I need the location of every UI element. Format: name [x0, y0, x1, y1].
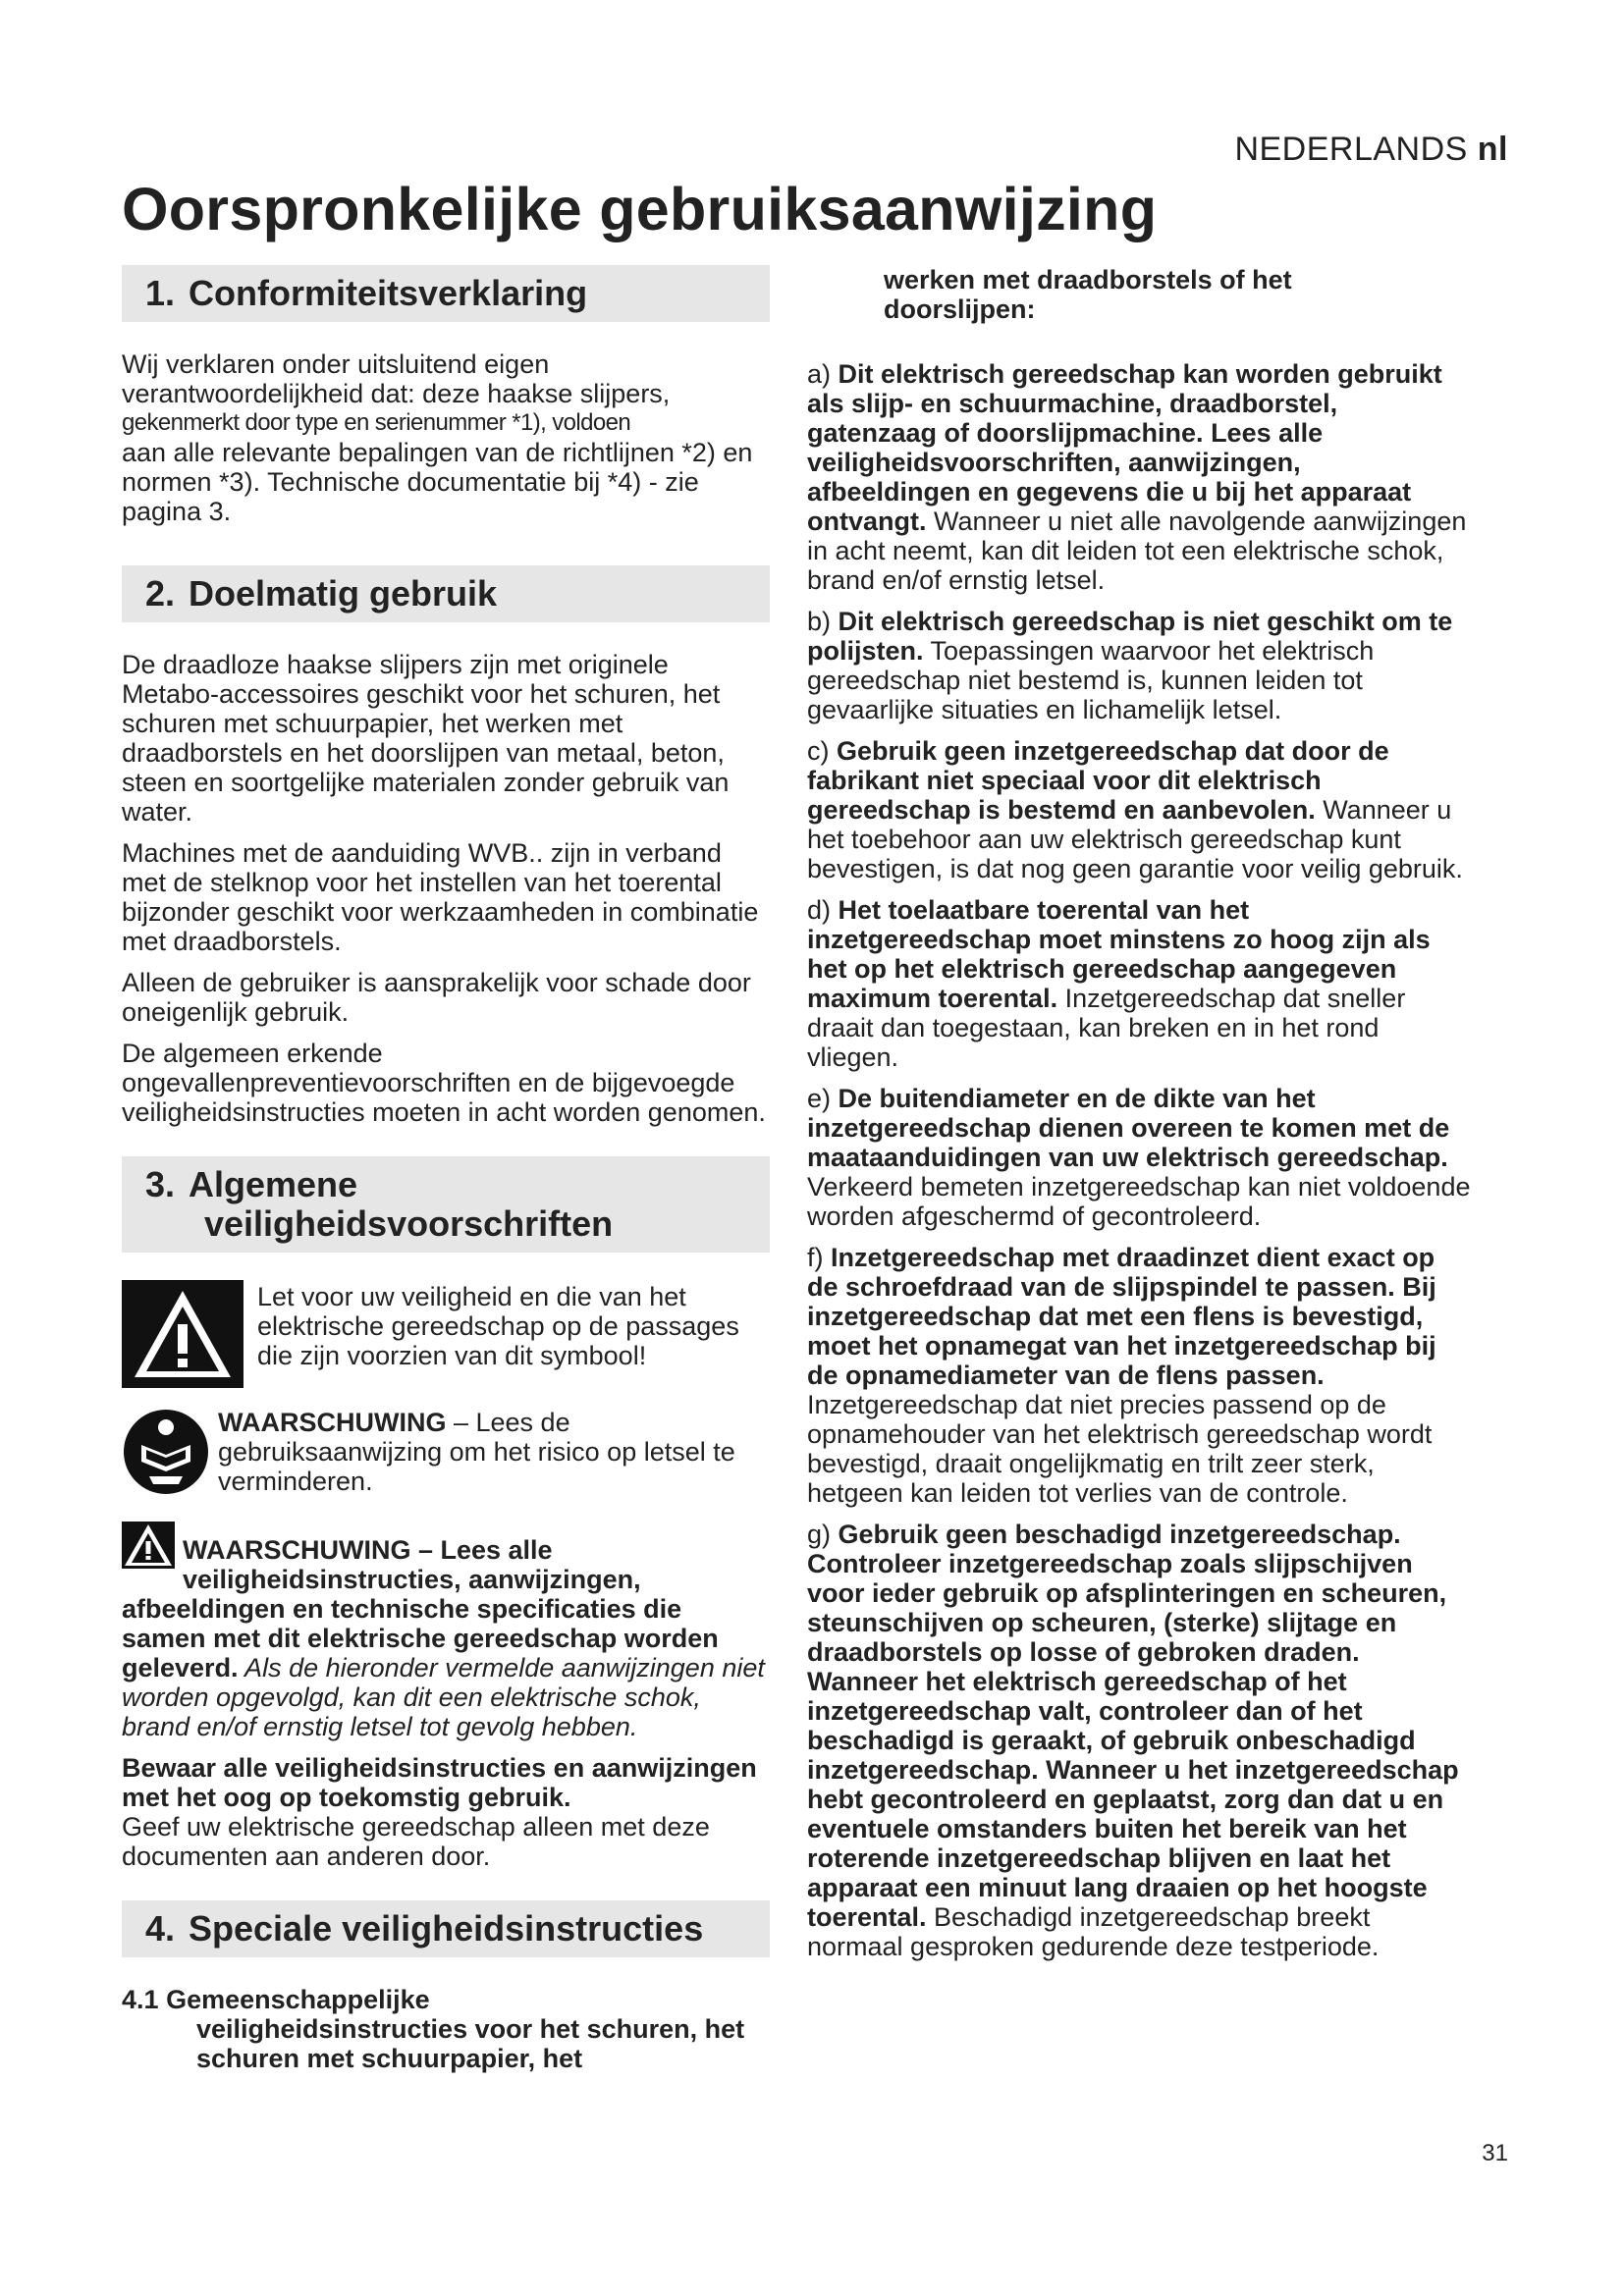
section-2-title: Doelmatig gebruik [189, 573, 498, 614]
small-warning-icon [122, 1522, 175, 1569]
item-text: Beschadigd inzetgereedschap breekt normaal gesproken gedurende deze testperiode. [807, 1902, 1380, 1961]
instruction-item [807, 736, 1471, 883]
general-warning-italic: Als de hieronder vermelde aanwijzingen niet worden opgevolgd, kan dit een elektrische schok, brand en/of ernstig letsel tot gevolg hebben. [122, 1653, 765, 1741]
item-letter: a) [807, 359, 832, 389]
instruction-item [807, 1243, 1471, 1508]
page-title: Oorspronkelijke gebruiksaanwijzing [122, 176, 1158, 242]
instruction-item [807, 607, 1471, 724]
item-text: Verkeerd bemeten inzetgereedschap kan niet voldoende worden afgeschermd of gecontroleerd. [807, 1172, 1471, 1231]
item-bold-text: Dit elektrisch gereedschap kan worden gebruikt als slijp- en schuurmachine, draadborstel, gatenzaag of doorslijpmachine. Lees alle veiligheidsvoorschriften, aanwijzingen, afbeeldingen en gegevens die u bij het apparaat ontvangt. [807, 359, 1442, 536]
item-letter: d) [807, 895, 832, 925]
conformity-text-2: aan alle relevante bepalingen van de richtlijnen *2) en normen *3). Technische documentatie bij *4) - zie pagina 3. [122, 438, 753, 526]
read-manual-icon [122, 1408, 210, 1496]
item-letter: b) [807, 607, 832, 636]
item-bold-text: Inzetgereedschap met draadinzet dient exact op de schroefdraad van de slijpspindel te passen. Bij inzetgereedschap dat met een flens is bevestigd, moet het opnamegat van het inzetgereedschap bij de opnamediameter van de flens passen. [807, 1243, 1436, 1390]
item-bold-text: De buitendiameter en de dikte van het inzetgereedschap dienen overeen te komen met de maataanduidingen van uw elektrisch gereedschap. [807, 1084, 1450, 1172]
instruction-item [807, 1084, 1471, 1231]
item-letter: e) [807, 1084, 832, 1113]
instruction-item [807, 895, 1471, 1072]
read-manual-text [218, 1408, 770, 1496]
subsection-title-line1: Gemeenschappelijke [166, 1985, 430, 2014]
item-bold-text: Gebruik geen inzetgereedschap dat door de fabrikant niet speciaal voor dit elektrisch gereedschap is bestemd en aanbevolen. [807, 736, 1389, 825]
warning-label: WAARSCHUWING [218, 1408, 447, 1437]
warning-triangle-icon [122, 1280, 244, 1388]
conformity-text [122, 349, 770, 526]
item-text: Inzetgereedschap dat niet precies passend op de opnamehouder van het elektrisch gereedschap wordt bevestigd, draait ongelijkmatig en trilt zeer sterk, hetgeen kan leiden tot verlies van de controle. [807, 1390, 1433, 1508]
keep-instructions-text: Geef uw elektrische gereedschap alleen met deze documenten aan anderen door. [122, 1812, 710, 1871]
conformity-text-1: Wij verklaren onder uitsluitend eigen verantwoordelijkheid dat: deze haakse slijpers, [122, 349, 671, 408]
item-bold-text: Gebruik geen beschadigd inzetgereedschap. Controleer inzetgereedschap zoals slijpschijven voor ieder gebruik op afsplinteringen en scheuren, steunschijven op scheuren, (sterke) slijtage en draadborstels op losse of gebroken draden. Wanneer het elektrisch gereedschap of het inzetgereedschap valt, controleer dan of het beschadigd is geraakt, of gebruik onbeschadigd inzetgereedschap. Wanneer u het inzetgereedschap hebt gecontroleerd en geplaatst, zorg dan dat u en eventuele omstanders buiten het bereik van het roterende inzetgereedschap blijven en laat het apparaat een minuut lang draaien op het hoogste toerental. [807, 1520, 1459, 1932]
section-3-title-line1: Algemene [189, 1164, 358, 1204]
instruction-item [807, 359, 1471, 595]
item-bold-text: Dit elektrisch gereedschap is niet geschikt om te polijsten. [807, 607, 1453, 666]
page-number: 31 [1482, 2140, 1508, 2166]
subsection-title-line2: veiligheidsinstructies voor het schuren, het schuren met schuurpapier, het [196, 2014, 745, 2073]
left-column [122, 265, 770, 2073]
warning-symbol-note [122, 1280, 770, 1388]
conformity-text-small: gekenmerkt door type en serienummer *1), voldoen [122, 409, 631, 436]
section-4-title: Speciale veiligheidsinstructies [189, 1908, 704, 1949]
section-1-heading [122, 265, 770, 322]
section-2-heading [122, 565, 770, 622]
section-2-number: 2. [145, 573, 176, 614]
item-letter: c) [807, 736, 830, 766]
subsection-title-continued: werken met draadborstels of het doorslijpen: [884, 265, 1292, 324]
item-text: Inzetgereedschap dat sneller draait dan toegestaan, kan breken en in het rond vliegen. [807, 984, 1406, 1072]
intended-use-p4: De algemeen erkende ongevallenpreventievoorschriften en de bijgevoegde veiligheidsinstructies moeten in acht worden genomen. [122, 1039, 766, 1127]
read-manual-desc: – Lees de gebruiksaanwijzing om het risico op letsel te verminderen. [218, 1408, 735, 1496]
intended-use-p1: De draadloze haakse slijpers zijn met originele Metabo-accessoires geschikt voor het schuren, het schuren met schuurpapier, het werken met draadborstels en het doorslijpen van metaal, beton, steen en soortgelijke materialen zonder gebruik van water. [122, 650, 730, 827]
instruction-item [807, 1520, 1471, 1961]
section-4-heading [122, 1900, 770, 1957]
item-text: Wanneer u niet alle navolgende aanwijzingen in acht neemt, kan dit leiden tot een elektrische schok, brand en/of ernstig letsel. [807, 507, 1467, 595]
instruction-list [807, 359, 1471, 1961]
section-3-title-line2: veiligheidsvoorschriften [204, 1203, 614, 1244]
general-warning-bold: WAARSCHUWING – Lees alle veiligheidsinstructies, aanwijzingen, afbeeldingen en technische specificaties die samen met dit elektrische gereedschap worden geleverd. [122, 1535, 719, 1682]
keep-instructions-bold: Bewaar alle veiligheidsinstructies en aanwijzingen met het oog op toekomstig gebruik. [122, 1753, 757, 1812]
section-1-number: 1. [145, 273, 176, 313]
section-1-title: Conformiteitsverklaring [189, 273, 588, 313]
intended-use-p2: Machines met de aanduiding WVB.. zijn in verband met de stelknop voor het instellen van het toerental bijzonder geschikt voor werkzaamheden in combinatie met draadborstels. [122, 838, 759, 956]
right-column [807, 265, 1471, 1973]
subsection-4-1-heading [122, 1985, 770, 2073]
read-manual-note [122, 1408, 770, 1496]
item-letter: f) [807, 1243, 824, 1272]
item-letter: g) [807, 1520, 832, 1549]
section-4-number: 4. [145, 1908, 176, 1949]
general-warning [122, 1535, 770, 1741]
section-3-number: 3. [145, 1164, 176, 1204]
item-text: Toepassingen waarvoor het elektrisch gereedschap niet bestemd is, kunnen leiden tot gevaarlijke situaties en lichamelijk letsel. [807, 636, 1375, 724]
section-3-heading [122, 1156, 770, 1253]
keep-instructions [122, 1753, 770, 1871]
language-label [1234, 131, 1508, 169]
language-name: NEDERLANDS [1234, 131, 1468, 168]
item-bold-text: Het toelaatbare toerental van het inzetgereedschap moet minstens zo hoog zijn als het op het elektrisch gereedschap aangegeven maximum toerental. [807, 895, 1431, 1013]
item-text: Wanneer u het toebehoor aan uw elektrisch gereedschap kunt bevestigen, is dat nog geen garantie voor veilig gebruik. [807, 795, 1463, 883]
symbol-explanation: Let voor uw veiligheid en die van het elektrische gereedschap op de passages die zijn voorzien van dit symbool! [257, 1282, 739, 1370]
intended-use-p3: Alleen de gebruiker is aansprakelijk voor schade door oneigenlijk gebruik. [122, 968, 751, 1027]
language-code: nl [1477, 131, 1508, 168]
subsection-number: 4.1 [122, 1985, 159, 2014]
